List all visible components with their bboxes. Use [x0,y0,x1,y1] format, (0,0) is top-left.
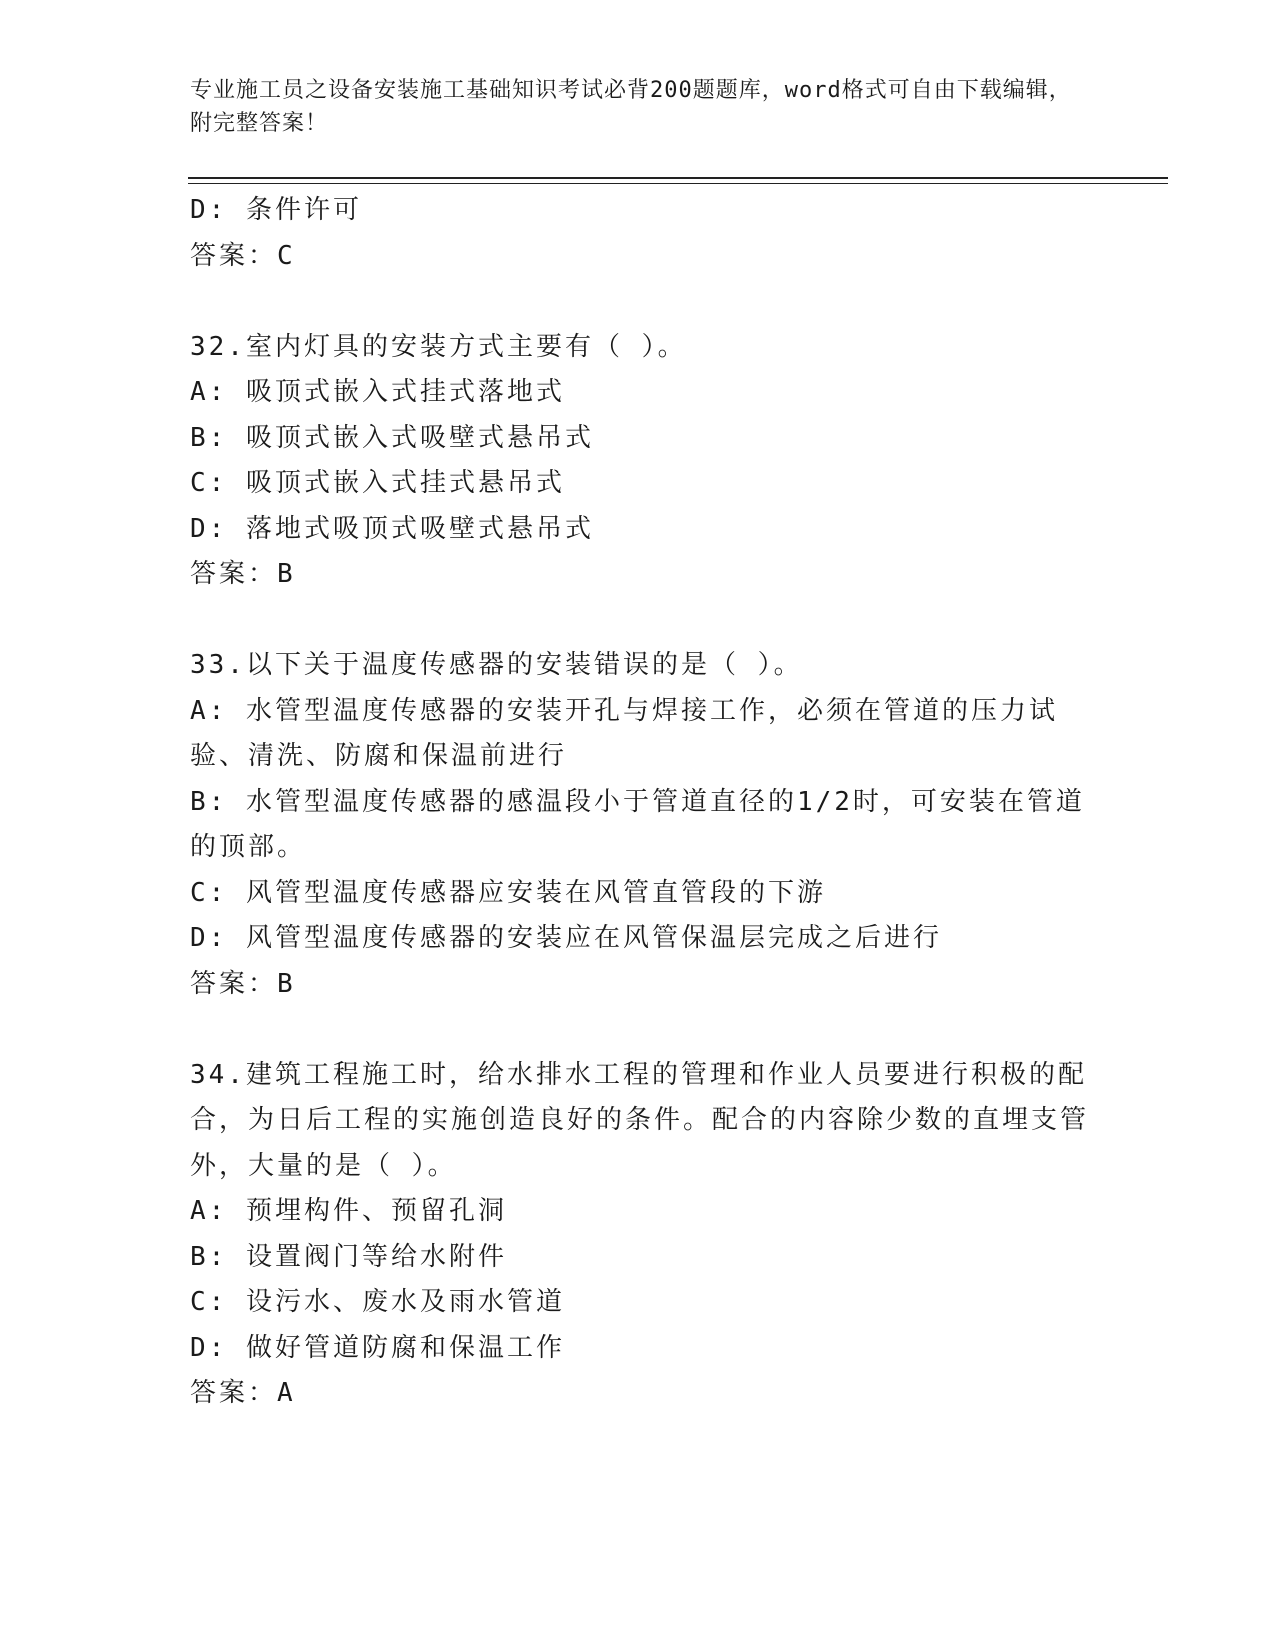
header-rule-thin [188,183,1168,184]
question-stem: 33.以下关于温度传感器的安装错误的是（ ）。 [190,650,803,680]
header-rule [188,177,1168,179]
question-block [190,643,1090,1007]
question-content [190,188,1090,1417]
answer: 答案：A [190,1378,296,1408]
question-block [190,325,1090,598]
option-a: A: 预埋构件、预留孔洞 [190,1196,507,1226]
option-b: B: 吸顶式嵌入式吸壁式悬吊式 [190,422,594,453]
option-d: D: 风管型温度传感器的安装应在风管保温层完成之后进行 [190,923,942,953]
option-c: C: 风管型温度传感器应安装在风管直管段的下游 [190,877,826,908]
prev-answer: 答案：C [190,240,296,271]
answer: 答案：B [190,559,296,589]
question-stem: 32.室内灯具的安装方式主要有（ ）。 [190,331,687,362]
option-c: C: 设污水、废水及雨水管道 [190,1287,565,1317]
option-a: A: 水管型温度传感器的安装开孔与焊接工作，必须在管道的压力试验、清洗、防腐和保温前进行 [190,695,1058,771]
answer: 答案：B [190,968,296,999]
option-b: B: 设置阀门等给水附件 [190,1241,507,1272]
option-b: B: 水管型温度传感器的感温段小于管道直径的1/2时，可安装在管道的顶部。 [190,786,1085,862]
prev-option-d: D: 条件许可 [190,195,362,225]
question-stem: 34.建筑工程施工时，给水排水工程的管理和作业人员要进行积极的配合，为日后工程的实施创造良好的条件。配合的内容除少数的直埋支管外，大量的是（ ）。 [190,1059,1090,1181]
question-block [190,1053,1090,1417]
document-header: 专业施工员之设备安装施工基础知识考试必背200题题库，word格式可自由下载编辑，附完整答案！ [190,78,1072,136]
option-d: D: 做好管道防腐和保温工作 [190,1332,565,1363]
option-d: D: 落地式吸顶式吸壁式悬吊式 [190,513,594,544]
option-c: C: 吸顶式嵌入式挂式悬吊式 [190,468,565,498]
option-a: A: 吸顶式嵌入式挂式落地式 [190,377,565,407]
